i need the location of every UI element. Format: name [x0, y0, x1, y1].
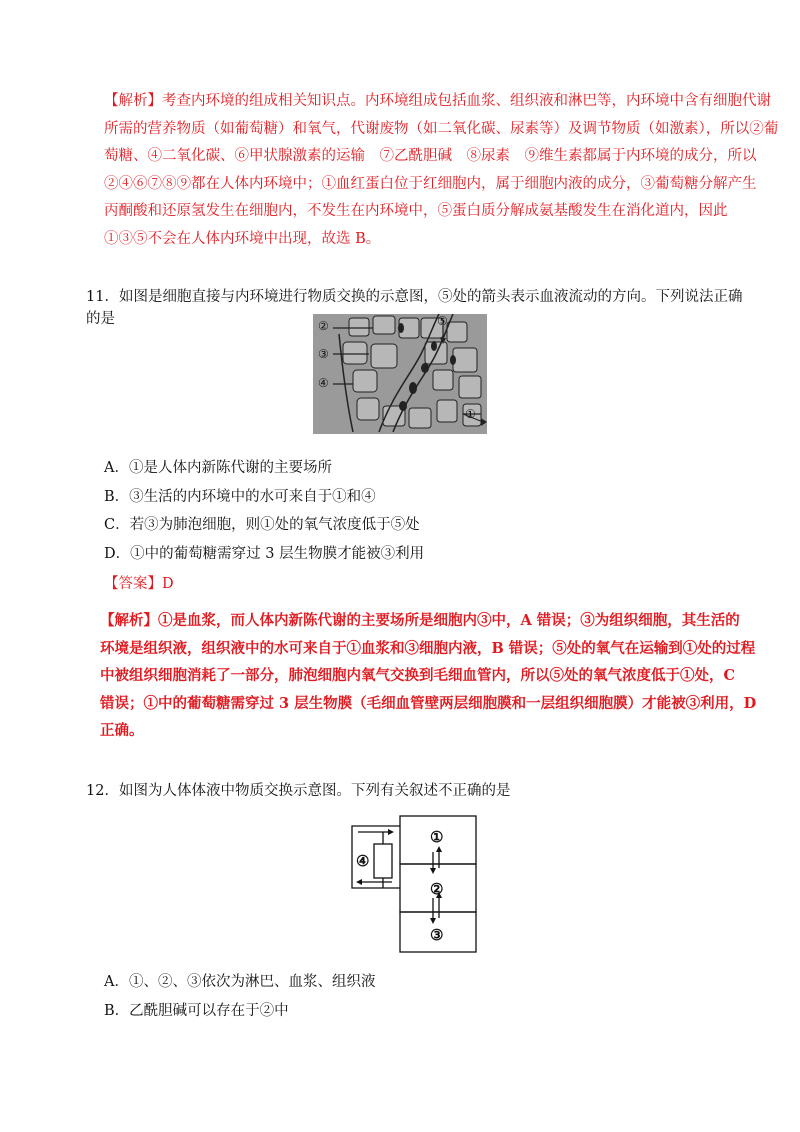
analysis-q10-line: 【解析】考查内环境的组成相关知识点。内环境组成包括血浆、组织液和淋巴等，内环境中含有细胞代谢 [104, 93, 771, 109]
question-11-stem: 11．如图是细胞直接与内环境进行物质交换的示意图，⑤处的箭头表示血液流动的方向。下列说法正确的是 [86, 289, 743, 327]
analysis-q10-line: 所需的营养物质（如葡萄糖）和氧气，代谢废物（如二氧化碳、尿素等）及调节物质（如激素），所以②葡 [104, 120, 779, 137]
cell-exchange-figure [313, 314, 487, 434]
figure-label-4: ④ [318, 376, 329, 390]
q11-option-b: B．③生活的内环境中的水可来自于①和④ [104, 489, 376, 505]
q11-analysis-line: 中被组织细胞消耗了一部分，肺泡细胞内氧气交换到毛细血管内，所以⑤处的氧气浓度低于①处，C [100, 667, 736, 684]
fluid-exchange-figure [350, 812, 480, 957]
analysis-q10 [104, 88, 779, 253]
q12-option-a: A．①、②、③依次为淋巴、血浆、组织液 [104, 974, 376, 990]
q11-analysis-line: 环境是组织液，组织液中的水可来自于①血浆和③细胞内液，B 错误；⑤处的氧气在运输到①处的过程 [100, 639, 756, 657]
figure-label-5: ⑤ [437, 314, 448, 328]
analysis-q10-line: 丙酮酸和还原氢发生在细胞内，不发生在内环境中，⑤蛋白质分解成氨基酸发生在消化道内，因此 [104, 203, 728, 219]
figure-label-2: ② [318, 319, 329, 333]
q11-analysis [100, 607, 757, 745]
analysis-q10-line: ①③⑤不会在人体内环境中出现，故选 B。 [104, 230, 381, 247]
analysis-q10-line: ②④⑥⑦⑧⑨都在人体内环境中；①血红蛋白位于红细胞内，属于细胞内液的成分，③葡萄糖分解产生 [104, 175, 757, 192]
q12-option-b: B．乙酰胆碱可以存在于②中 [104, 1003, 289, 1019]
q11-option-a: A．①是人体内新陈代谢的主要场所 [104, 460, 332, 476]
q11-analysis-line: 【解析】①是血浆，而人体内新陈代谢的主要场所是细胞内③中，A 错误；③为组织细胞，其生活的 [100, 612, 740, 629]
fluid-label-2: ② [430, 880, 444, 898]
q11-analysis-line: 正确。 [100, 722, 144, 739]
q11-option-d: D．①中的葡萄糖需穿过 3 层生物膜才能被③利用 [104, 546, 425, 562]
q11-option-c: C．若③为肺泡细胞，则①处的氧气浓度低于⑤处 [104, 517, 420, 533]
figure-label-1: ① [465, 407, 476, 421]
cell-diagram-image [313, 314, 487, 434]
fluid-label-3: ③ [430, 926, 444, 944]
q11-analysis-line: 错误；①中的葡萄糖需穿过 3 层生物膜（毛细血管壁两层细胞膜和一层组织细胞膜）才能被③利用，D [100, 694, 757, 712]
analysis-q10-line: 萄糖、④二氧化碳、⑥甲状腺激素的运输 ⑦乙酰胆碱 ⑧尿素 ⑨维生素都属于内环境的成分，所以 [104, 148, 757, 164]
fluid-label-4: ④ [356, 852, 370, 870]
fluid-diagram-image [350, 812, 480, 957]
q11-answer: 【答案】D [104, 576, 174, 592]
fluid-label-1: ① [430, 828, 444, 846]
question-12-stem: 12．如图为人体体液中物质交换示意图。下列有关叙述不正确的是 [86, 783, 511, 799]
figure-label-3: ③ [318, 347, 329, 361]
